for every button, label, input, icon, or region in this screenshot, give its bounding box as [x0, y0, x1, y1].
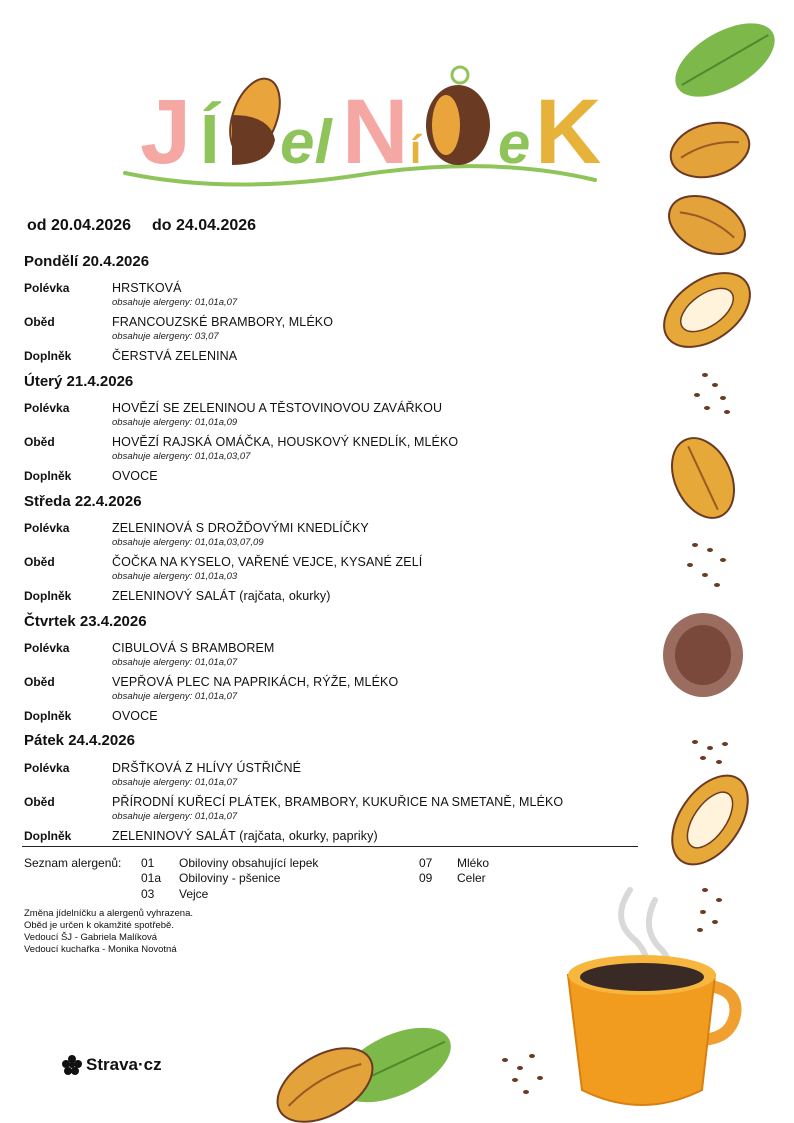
- title-letters: [140, 67, 601, 183]
- allergen-note: obsahuje alergeny: 01,01a,07: [112, 657, 238, 668]
- row-label: Oběd: [24, 795, 55, 809]
- dish-name: ZELENINOVÝ SALÁT (rajčata, okurky, papriky): [112, 829, 378, 843]
- legend-code: 09: [419, 871, 433, 885]
- legend-code: 07: [419, 856, 433, 870]
- svg-text:el: el: [280, 108, 332, 177]
- dish-name: FRANCOUZSKÉ BRAMBORY, MLÉKO: [112, 315, 334, 329]
- allergen-note: obsahuje alergeny: 03,07: [112, 331, 219, 342]
- row-label: Doplněk: [24, 589, 72, 603]
- coffee-beans-icon: [694, 373, 730, 414]
- allergen-note: obsahuje alergeny: 01,01a,09: [112, 417, 238, 428]
- footnote: Vedoucí ŠJ - Gabriela Malíková: [24, 932, 158, 943]
- allergen-note: obsahuje alergeny: 01,01a,07: [112, 691, 238, 702]
- cocoa-pod-icon: [655, 258, 764, 362]
- allergen-note: obsahuje alergeny: 01,01a,07: [112, 777, 238, 788]
- header-title-art: [110, 55, 610, 195]
- dish-name: HOVĚZÍ RAJSKÁ OMÁČKA, HOUSKOVÝ KNEDLÍK, MLÉKO: [112, 435, 459, 449]
- logo-text: Strava·cz: [86, 1055, 162, 1074]
- coffee-beans-icon: [502, 1054, 543, 1094]
- dish-name: ČERSTVÁ ZELENINA: [112, 349, 238, 363]
- leaf-icon: [663, 8, 786, 111]
- almond-icon: [660, 185, 754, 266]
- legend-name: Celer: [457, 871, 486, 885]
- row-label: Doplněk: [24, 469, 72, 483]
- footnote: Oběd je určen k okamžité spotřebě.: [24, 920, 174, 931]
- day-title: Čtvrtek 23.4.2026: [24, 613, 147, 630]
- allergen-note: obsahuje alergeny: 01,01a,03: [112, 571, 238, 582]
- legend-code: 03: [141, 887, 155, 901]
- legend-code: 01a: [141, 871, 162, 885]
- dish-name: OVOCE: [112, 709, 158, 723]
- dish-name: HOVĚZÍ SE ZELENINOU A TĚSTOVINOVOU ZAVÁŘKOU: [112, 401, 443, 415]
- day-title: Pondělí 20.4.2026: [24, 253, 150, 270]
- svg-text:e: e: [498, 111, 531, 176]
- footnote: Vedoucí kuchařka - Monika Novotná: [24, 944, 177, 955]
- dish-name: ZELENINOVÁ S DROŽĎOVÝMI KNEDLÍČKY: [112, 521, 369, 535]
- svg-text:N: N: [342, 81, 409, 183]
- legend-title: Seznam alergenů:: [24, 856, 122, 870]
- dish-name: HRSTKOVÁ: [112, 281, 182, 295]
- svg-text:K: K: [535, 81, 602, 183]
- date-from: od 20.04.2026: [27, 217, 132, 234]
- footnote: Změna jídelníčku a alergenů vyhrazena.: [24, 908, 193, 919]
- dish-name: ZELENINOVÝ SALÁT (rajčata, okurky): [112, 589, 331, 603]
- row-label: Polévka: [24, 761, 70, 775]
- dish-name: ČOČKA NA KYSELO, VAŘENÉ VEJCE, KYSANÉ ZELÍ: [112, 555, 423, 569]
- row-label: Doplněk: [24, 349, 72, 363]
- coffee-beans-icon: [687, 543, 726, 587]
- svg-text:Í: Í: [200, 100, 220, 178]
- row-label: Oběd: [24, 435, 55, 449]
- row-label: Oběd: [24, 555, 55, 569]
- cocoa-pod-icon: [657, 762, 764, 878]
- row-label: Doplněk: [24, 829, 72, 843]
- day-title: Pátek 24.4.2026: [24, 732, 135, 749]
- legend-name: Obiloviny - pšenice: [179, 871, 281, 885]
- row-label: Oběd: [24, 675, 55, 689]
- allergen-note: obsahuje alergeny: 01,01a,07: [112, 811, 238, 822]
- divider: [22, 846, 638, 847]
- row-label: Polévka: [24, 641, 70, 655]
- row-label: Polévka: [24, 401, 70, 415]
- bottom-decoration: [270, 880, 794, 1123]
- legend-name: Mléko: [457, 856, 490, 870]
- day-title: Úterý 21.4.2026: [24, 373, 134, 390]
- dish-name: PŘÍRODNÍ KUŘECÍ PLÁTEK, BRAMBORY, KUKUŘICE NA SMETANĚ, MLÉKO: [112, 795, 564, 809]
- row-label: Doplněk: [24, 709, 72, 723]
- svg-text:J: J: [140, 81, 192, 183]
- svg-text:í: í: [410, 128, 422, 172]
- row-label: Polévka: [24, 521, 70, 535]
- allergen-note: obsahuje alergeny: 01,01a,07: [112, 297, 238, 308]
- coffee-beans-icon: [692, 740, 728, 764]
- dish-name: DRŠŤKOVÁ Z HLÍVY ÚSTŘIČNÉ: [112, 761, 302, 775]
- dish-name: CIBULOVÁ S BRAMBOREM: [112, 641, 275, 655]
- allergen-note: obsahuje alergeny: 01,01a,03,07: [112, 451, 251, 462]
- dish-name: OVOCE: [112, 469, 158, 483]
- strava-logo[interactable]: [62, 1055, 162, 1075]
- row-label: Polévka: [24, 281, 70, 295]
- almond-icon: [665, 115, 756, 186]
- allergen-note: obsahuje alergeny: 01,01a,03,07,09: [112, 537, 264, 548]
- coffee-cup-icon: [568, 955, 736, 1105]
- cocoa-pod-icon: [660, 428, 746, 528]
- legend-name: Obiloviny obsahující lepek: [179, 856, 319, 870]
- legend-name: Vejce: [179, 887, 209, 901]
- row-label: Oběd: [24, 315, 55, 329]
- dish-name: VEPŘOVÁ PLEC NA PAPRIKÁCH, RÝŽE, MLÉKO: [112, 675, 399, 689]
- cocoa-powder-icon: [663, 613, 743, 697]
- day-title: Středa 22.4.2026: [24, 493, 142, 510]
- date-to: do 24.04.2026: [152, 217, 257, 234]
- legend-code: 01: [141, 856, 155, 870]
- flower-icon: [62, 1055, 82, 1075]
